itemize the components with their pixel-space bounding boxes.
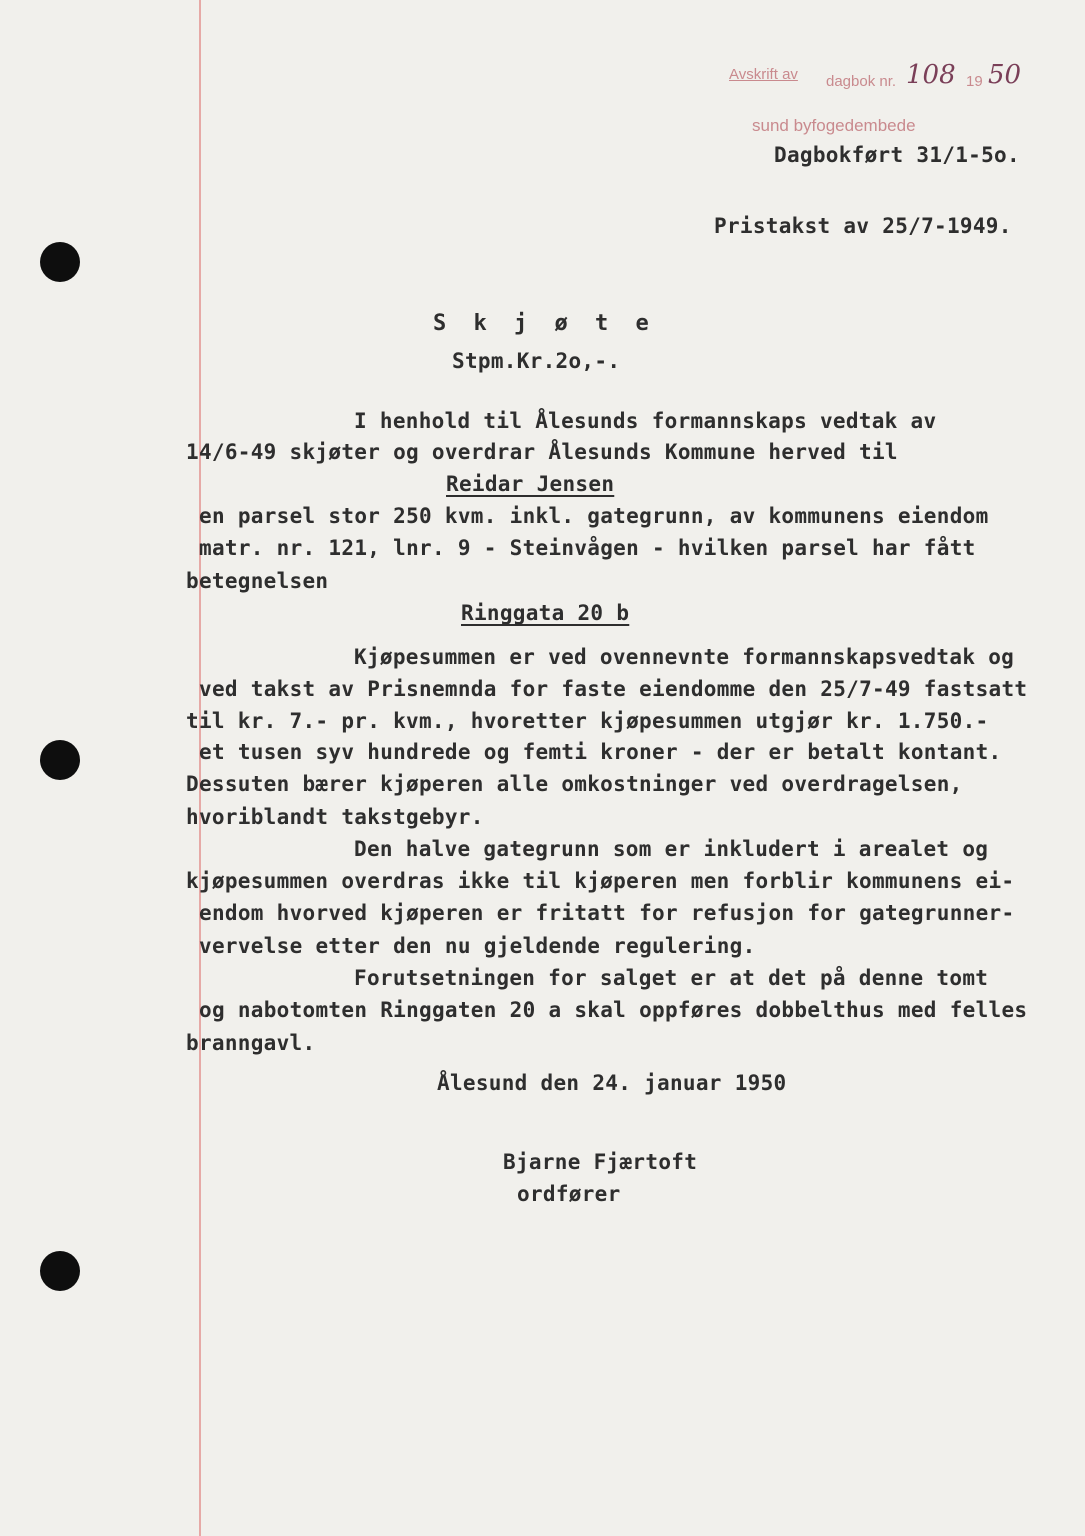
- body-line: matr. nr. 121, lnr. 9 - Steinvågen - hvilken parsel har fått: [199, 536, 976, 560]
- stamp-fee: Stpm.Kr.2o,-.: [452, 349, 621, 373]
- body-line: et tusen syv hundrede og femti kroner - der er betalt kontant.: [199, 740, 1002, 764]
- body-line: Den halve gategrunn som er inkludert i arealet og: [354, 837, 989, 861]
- body-line: betegnelsen: [186, 569, 329, 593]
- body-line: ved takst av Prisnemnda for faste eiendomme den 25/7-49 fastsatt: [199, 677, 1028, 701]
- stamp-dagbok: dagbok nr.: [826, 73, 897, 90]
- handwritten-year: 50: [988, 60, 1022, 90]
- body-line: kjøpesummen overdras ikke til kjøperen men forblir kommunens ei-: [186, 869, 1015, 893]
- buyer-name: Reidar Jensen: [446, 472, 615, 496]
- body-line: hvoriblandt takstgebyr.: [186, 805, 484, 829]
- body-line: en parsel stor 250 kvm. inkl. gategrunn, av kommunens eiendom: [199, 504, 989, 528]
- stamp-avskrift: Avskrift av: [729, 66, 798, 83]
- document-title: S k j ø t e: [433, 311, 656, 336]
- body-line: endom hvorved kjøperen er fritatt for refusjon for gategrunner-: [199, 901, 1015, 925]
- signer-name: Bjarne Fjærtoft: [503, 1150, 698, 1174]
- margin-line: [199, 0, 201, 1536]
- signer-role: ordfører: [517, 1182, 621, 1206]
- body-line: Kjøpesummen er ved ovennevnte formannskapsvedtak og: [354, 645, 1015, 669]
- body-line: 14/6-49 skjøter og overdrar Ålesunds Kommune herved til: [186, 440, 898, 464]
- dagbok-note: Dagbokført 31/1-5o.: [774, 143, 1020, 167]
- pristakst-note: Pristakst av 25/7-1949.: [714, 214, 1012, 238]
- body-line: branngavl.: [186, 1031, 316, 1055]
- stamp-office: sund byfogedembede: [752, 116, 916, 135]
- punch-hole-middle: [40, 740, 80, 780]
- stamp-year-prefix: 19: [966, 73, 983, 90]
- property-address: Ringgata 20 b: [461, 601, 630, 625]
- handwritten-number: 108: [906, 60, 956, 90]
- body-line: og nabotomten Ringgaten 20 a skal oppføres dobbelthus med felles: [199, 998, 1028, 1022]
- punch-hole-bottom: [40, 1251, 80, 1291]
- place-date: Ålesund den 24. januar 1950: [437, 1071, 787, 1095]
- body-line: I henhold til Ålesunds formannskaps vedtak av: [354, 409, 937, 433]
- body-line: Forutsetningen for salget er at det på denne tomt: [354, 966, 989, 990]
- body-line: Dessuten bærer kjøperen alle omkostninger ved overdragelsen,: [186, 772, 963, 796]
- punch-hole-top: [40, 242, 80, 282]
- body-line: vervelse etter den nu gjeldende regulering.: [199, 934, 756, 958]
- body-line: til kr. 7.- pr. kvm., hvoretter kjøpesummen utgjør kr. 1.750.-: [186, 709, 989, 733]
